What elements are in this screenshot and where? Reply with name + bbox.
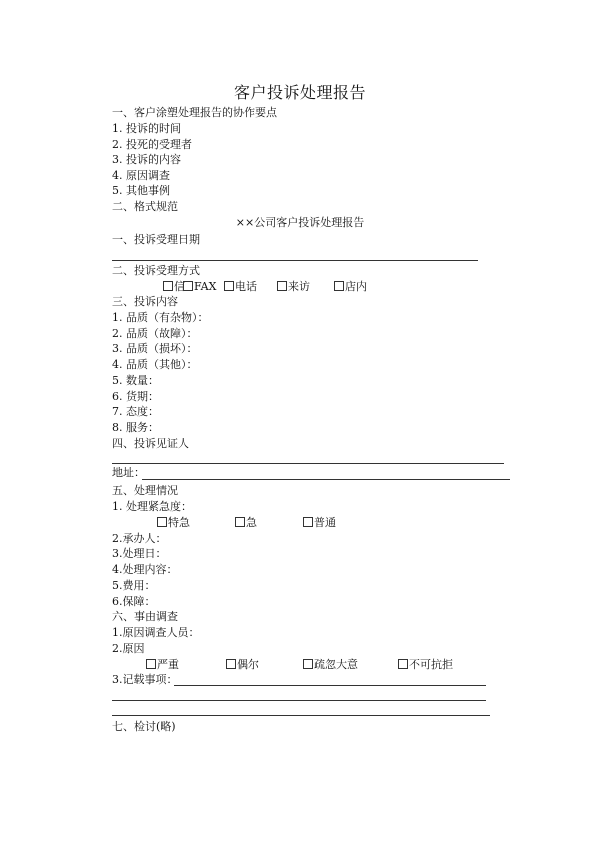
checkbox-icon <box>226 659 236 669</box>
investigator-label: 1.原因调查人员： <box>112 626 200 639</box>
record-line-3[interactable] <box>112 715 490 716</box>
option-label: 店内 <box>345 280 367 293</box>
option-label: 信 <box>174 280 185 293</box>
handling-item: 3.处理日： <box>112 547 167 560</box>
address-label: 地址： <box>112 466 145 479</box>
option-label: 疏忽大意 <box>314 658 358 671</box>
section-1-item: 5. 其他事例 <box>112 184 170 197</box>
content-item: 8. 服务： <box>112 421 159 434</box>
address-line[interactable] <box>142 479 510 480</box>
urgency-option-critical[interactable] <box>157 516 190 530</box>
handling-item: 2.承办人： <box>112 532 167 545</box>
cause-label: 2.原因 <box>112 642 145 655</box>
cause-option-force-majeure[interactable] <box>398 658 453 672</box>
content-label: 三、投诉内容 <box>112 295 178 308</box>
checkbox-icon <box>398 659 408 669</box>
handling-item: 6.保障： <box>112 595 156 608</box>
checkbox-icon <box>183 281 193 291</box>
checkbox-icon <box>163 281 173 291</box>
urgency-option-normal[interactable] <box>303 516 336 530</box>
record-line-1[interactable] <box>174 685 486 686</box>
section-1-item: 2. 投死的受理者 <box>112 138 192 151</box>
method-option-letter[interactable] <box>163 280 185 294</box>
checkbox-icon <box>303 659 313 669</box>
handling-item: 5.费用： <box>112 579 156 592</box>
method-option-phone[interactable] <box>224 280 257 294</box>
content-item: 7. 态度： <box>112 405 159 418</box>
section-2-heading: 二、格式规范 <box>112 200 178 213</box>
cause-option-serious[interactable] <box>146 658 179 672</box>
handling-item: 4.处理内容： <box>112 563 178 576</box>
review-label: 七、检讨(略) <box>112 720 176 733</box>
option-label: 偶尔 <box>237 658 259 671</box>
checkbox-icon <box>277 281 287 291</box>
form-title: ××公司客户投诉处理报告 <box>235 216 365 229</box>
checkbox-icon <box>146 659 156 669</box>
option-label: 不可抗拒 <box>409 658 453 671</box>
date-line[interactable] <box>112 260 478 261</box>
content-item: 2. 品质（故障）： <box>112 327 198 340</box>
checkbox-icon <box>224 281 234 291</box>
section-1-heading: 一、客户涂塑处理报告的协作要点 <box>112 106 277 119</box>
cause-option-occasional[interactable] <box>226 658 259 672</box>
option-label: 严重 <box>157 658 179 671</box>
option-label: 电话 <box>235 280 257 293</box>
checkbox-icon <box>157 517 167 527</box>
checkbox-icon <box>303 517 313 527</box>
option-label: FAX <box>194 280 217 293</box>
cause-option-negligence[interactable] <box>303 658 358 672</box>
method-option-fax[interactable] <box>183 280 216 294</box>
section-1-item: 1. 投诉的时间 <box>112 122 181 135</box>
method-option-visit[interactable] <box>277 280 310 294</box>
option-label: 急 <box>246 516 257 529</box>
record-label: 3.记载事项： <box>112 673 178 686</box>
content-item: 4. 品质（其他）： <box>112 358 198 371</box>
document-title: 客户投诉处理报告 <box>233 83 366 102</box>
option-label: 来访 <box>288 280 310 293</box>
witness-line[interactable] <box>112 463 504 464</box>
record-line-2[interactable] <box>112 700 486 701</box>
checkbox-icon <box>235 517 245 527</box>
witness-label: 四、投诉见证人 <box>112 437 189 450</box>
section-1-item: 3. 投诉的内容 <box>112 153 181 166</box>
urgency-label: 1. 处理紧急度： <box>112 500 192 513</box>
content-item: 1. 品质（有杂物）： <box>112 311 209 324</box>
content-item: 3. 品质（损坏）： <box>112 342 198 355</box>
investigation-label: 六、事由调查 <box>112 610 178 623</box>
content-item: 5. 数量： <box>112 374 159 387</box>
handling-label: 五、处理情况 <box>112 484 178 497</box>
checkbox-icon <box>334 281 344 291</box>
option-label: 特急 <box>168 516 190 529</box>
content-item: 6. 货期： <box>112 390 159 403</box>
option-label: 普通 <box>314 516 336 529</box>
date-label: 一、投诉受理日期 <box>112 233 200 246</box>
method-option-store[interactable] <box>334 280 367 294</box>
method-label: 二、投诉受理方式 <box>112 264 200 277</box>
section-1-item: 4. 原因调查 <box>112 169 170 182</box>
urgency-option-urgent[interactable] <box>235 516 257 530</box>
